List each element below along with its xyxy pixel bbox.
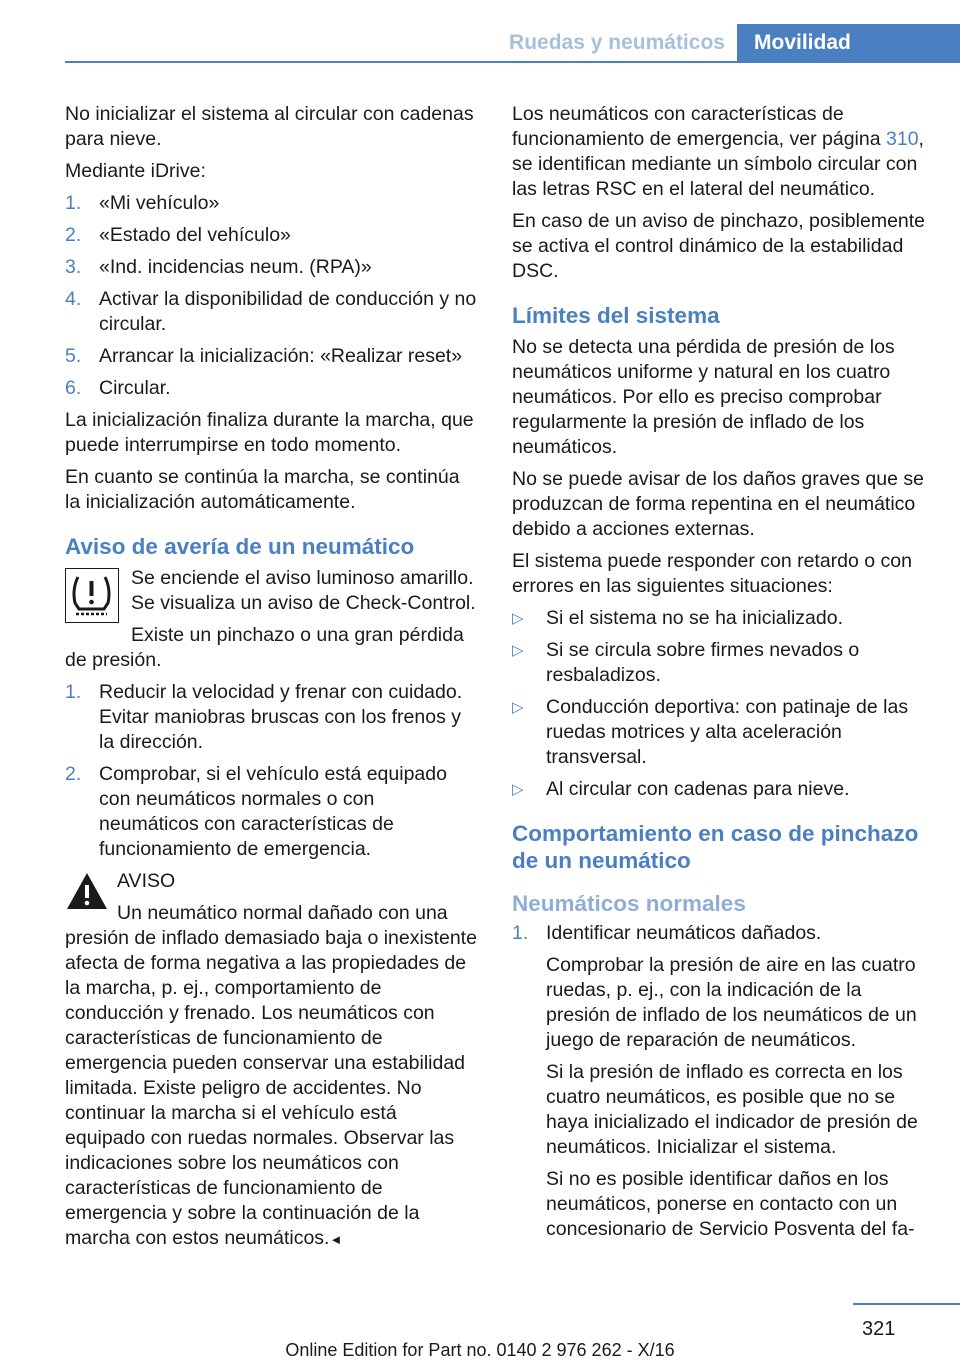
page-reference-link[interactable]: 310 xyxy=(886,128,919,150)
warning-text: Un neumático normal dañado con una presión de inflado demasiado baja o inexistente afecta de forma negativa a las propiedades de la marcha, p. ej., comportamiento de conducción y frenado. Los neumáticos con características de funcionamiento de emergencia pueden conservar una estabilidad limitada. Existe peligro de accidentes. No continuar la marcha si el vehículo está equipado con ruedas normales. Observar las indicaciones sobre los neumáticos con características de funcionamiento de emergencia y sobre la continuación de la marcha con estos neumáticos. xyxy=(65,902,477,1249)
page-number: 321 xyxy=(862,1318,896,1340)
step-text: Circular. xyxy=(99,377,171,399)
bullet-text: Al circular con cadenas para nieve. xyxy=(546,778,850,800)
paragraph: Existe un pinchazo o una gran pérdida de presión. xyxy=(65,624,464,671)
step-text: Arrancar la inicialización: «Realizar reset» xyxy=(99,345,463,367)
step-number: 2. xyxy=(65,224,82,246)
list-item xyxy=(65,191,478,216)
paragraph: El sistema puede responder con retardo o con errores en las siguientes situaciones: xyxy=(512,550,912,597)
step-text: «Ind. incidencias neum. (RPA)» xyxy=(99,256,372,278)
bullet-text: Conducción deportiva: con patinaje de las ruedas motrices y alta aceleración transversal. xyxy=(546,696,909,768)
paragraph: No se puede avisar de los daños graves que se produzcan de forma repentina en el neumático debido a acciones externas. xyxy=(512,468,924,540)
step-detail: Comprobar la presión de aire en las cuatro ruedas, p. ej., con la indicación de la presión de inflado de los neumáticos de un juego de reparación de neumáticos. xyxy=(546,954,917,1051)
list-item xyxy=(512,777,927,802)
list-item xyxy=(65,344,478,369)
step-number: 1. xyxy=(512,922,529,944)
warning-title: AVISO xyxy=(117,870,176,892)
step-text: Identificar neumáticos dañados. xyxy=(546,922,822,944)
step-text: «Estado del vehículo» xyxy=(99,224,291,246)
list-item xyxy=(512,695,927,770)
subsection-heading: Neumáticos normales xyxy=(512,891,746,916)
list-item xyxy=(512,606,927,631)
text: , se identifican mediante un símbolo circular con las letras RSC en el lateral del neumático. xyxy=(512,128,924,200)
step-text: «Mi vehículo» xyxy=(99,192,220,214)
paragraph: En cuanto se continúa la marcha, se continúa la inicialización automáticamente. xyxy=(65,466,460,513)
edition-footer: Online Edition for Part no. 0140 2 976 262 - X/16 xyxy=(285,1340,675,1360)
text: Los neumáticos con características de funcionamiento de emergencia, ver página xyxy=(512,103,881,150)
warning-triangle-icon xyxy=(65,871,109,911)
list-item xyxy=(65,287,478,337)
bullet-text: Si se circula sobre firmes nevados o resbaladizos. xyxy=(546,639,860,686)
warning-lamp-block xyxy=(65,566,478,673)
step-number: 1. xyxy=(65,192,82,214)
step-text: Comprobar, si el vehículo está equipado con neumáticos normales o con neumáticos con características de funcionamiento de emergencia. xyxy=(99,763,447,860)
step-text: Reducir la velocidad y frenar con cuidado. Evitar maniobras bruscas con los frenos y la dirección. xyxy=(99,681,463,753)
step-number: 1. xyxy=(65,681,82,703)
list-item xyxy=(65,680,478,755)
list-item xyxy=(65,762,478,862)
repair-steps-list xyxy=(512,921,927,1242)
list-item xyxy=(65,223,478,248)
step-text: Activar la disponibilidad de conducción y no circular. xyxy=(99,288,477,335)
header-chapter-tab: Movilidad xyxy=(737,24,960,62)
step-number: 3. xyxy=(65,256,82,278)
paragraph: En caso de un aviso de pinchazo, posiblemente se activa el control dinámico de la estabilidad DSC. xyxy=(512,210,926,282)
step-number: 5. xyxy=(65,345,82,367)
paragraph: La inicialización finaliza durante la marcha, que puede interrumpirse en todo momento. xyxy=(65,409,474,456)
paragraph: Mediante iDrive: xyxy=(65,160,206,182)
bullet-marker-icon: ▷ xyxy=(512,642,524,659)
tire-pressure-warning-icon xyxy=(65,568,119,623)
warning-note xyxy=(65,869,478,1252)
bullet-marker-icon: ▷ xyxy=(512,610,524,627)
end-mark: ◄ xyxy=(329,1232,343,1247)
list-item xyxy=(512,638,927,688)
step-detail: Si no es posible identificar daños en los neumáticos, ponerse en contacto con un concesionario de Servicio Posventa del fa- xyxy=(546,1168,915,1240)
actions-list xyxy=(65,680,478,862)
page-header xyxy=(0,0,960,62)
step-number: 4. xyxy=(65,288,82,310)
header-section-title: Ruedas y neumáticos xyxy=(497,24,737,61)
paragraph xyxy=(512,102,927,202)
idrive-steps-list xyxy=(65,191,478,401)
step-number: 6. xyxy=(65,377,82,399)
situations-list xyxy=(512,606,927,802)
list-item xyxy=(512,921,927,1242)
bullet-marker-icon: ▷ xyxy=(512,781,524,798)
step-detail: Si la presión de inflado es correcta en los cuatro neumáticos, es posible que no se haya inicializado el indicador de presión de neumáticos. Inicializar el sistema. xyxy=(546,1061,918,1158)
section-heading: Comportamiento en caso de pinchazo de un neumático xyxy=(512,821,919,873)
list-item xyxy=(65,376,478,401)
paragraph: No inicializar el sistema al circular con cadenas para nieve. xyxy=(65,103,474,150)
list-item xyxy=(65,255,478,280)
bullet-text: Si el sistema no se ha inicializado. xyxy=(546,607,843,629)
footer-rule xyxy=(853,1303,960,1305)
bullet-marker-icon: ▷ xyxy=(512,699,524,716)
step-number: 2. xyxy=(65,763,82,785)
section-heading: Aviso de avería de un neumático xyxy=(65,534,415,559)
paragraph: No se detecta una pérdida de presión de los neumáticos uniforme y natural en los cuatro neumáticos. Por ello es preciso comprobar regularmente la presión de inflado de los neumáticos. xyxy=(512,336,895,458)
paragraph: Se enciende el aviso luminoso amarillo. Se visualiza un aviso de Check-Control. xyxy=(131,567,476,614)
section-heading: Límites del sistema xyxy=(512,303,720,328)
left-column xyxy=(65,102,478,1252)
right-column xyxy=(512,102,927,1249)
